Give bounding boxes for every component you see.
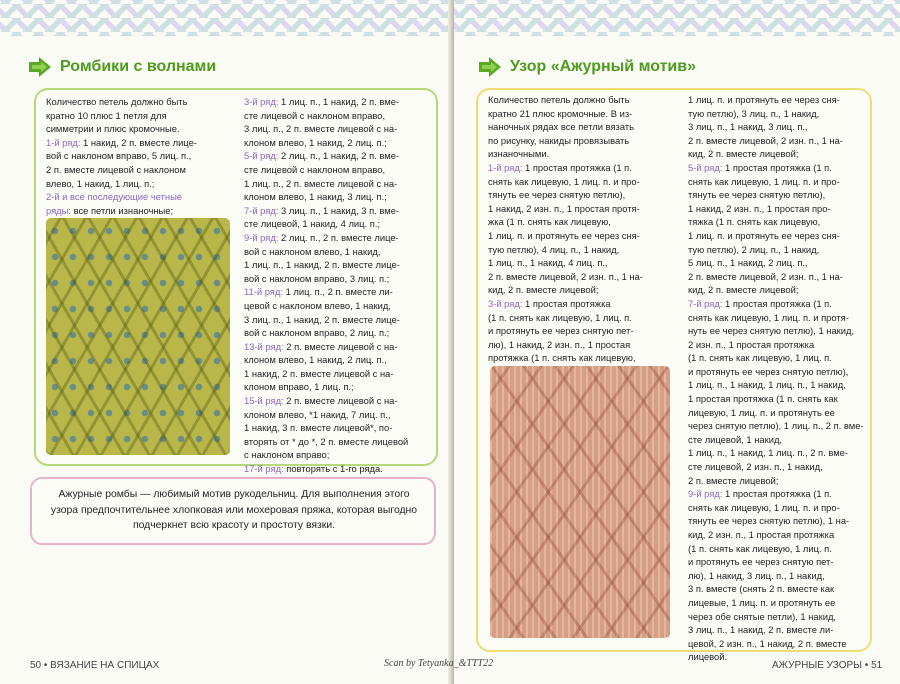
instruction-text: (1 п. снять как лицевую, 1 лиц. п. bbox=[488, 311, 632, 323]
instruction-text: 2 п. вместе лицевой с на- bbox=[283, 340, 398, 352]
text-line bbox=[688, 569, 866, 583]
text-line bbox=[688, 256, 866, 270]
row-label: 9-й ряд: bbox=[688, 488, 723, 500]
text-line bbox=[244, 435, 430, 449]
info-note-text: Ажурные ромбы — любимый мотив рукодельниц. Для выполнения этого узора предпочтительнее хлопковая или мохеровая пряжа, которая выгодно подчеркнет всю красоту и простоту вязки. bbox=[50, 489, 418, 532]
instruction-text: нуть ее через снятую петлю), 1 накид, bbox=[688, 325, 855, 337]
text-line bbox=[488, 311, 678, 325]
text-line bbox=[488, 175, 678, 189]
text-line bbox=[244, 299, 430, 313]
instruction-text: сте лицевой, 1 накид, 4 лиц. п.; bbox=[244, 218, 381, 230]
instruction-text: кратно 21 плюс кромочные. В из- bbox=[488, 107, 633, 119]
text-line bbox=[488, 324, 678, 338]
row-label: 5-й ряд: bbox=[688, 161, 723, 173]
text-line bbox=[688, 161, 866, 175]
instruction-text: через снятую петлю), 1 лиц. п., 2 п. вме- bbox=[688, 420, 864, 432]
text-line bbox=[688, 175, 866, 189]
instruction-text: клоном вправо, 1 лиц. п.; bbox=[244, 381, 354, 393]
instruction-text: 1 лиц. п. и протянуть ее через сня- bbox=[688, 229, 840, 241]
instruction-text: клоном влево, *1 накид, 7 лиц. п., bbox=[244, 408, 391, 420]
text-line bbox=[488, 120, 678, 134]
right-page-title: Узор «Ажурный мотив» bbox=[510, 58, 696, 75]
text-line bbox=[688, 311, 866, 325]
text-line bbox=[488, 188, 678, 202]
instruction-text: 3 лиц. п., 1 накид, 3 п. вме- bbox=[278, 204, 400, 216]
decorative-pattern-band bbox=[0, 0, 452, 36]
text-line bbox=[688, 283, 866, 297]
instruction-text: с наклоном вправо; bbox=[244, 449, 330, 461]
text-line bbox=[488, 338, 678, 352]
instruction-text: сте лицевой, 1 накид, bbox=[688, 433, 783, 445]
text-line bbox=[688, 243, 866, 257]
text-line bbox=[688, 433, 866, 447]
instruction-text: лю), 1 накид, 2 изн. п., 1 простая bbox=[488, 338, 631, 350]
instruction-text: цевой с наклоном влево, 1 накид, bbox=[244, 299, 391, 311]
text-line bbox=[488, 270, 678, 284]
text-line bbox=[688, 338, 866, 352]
left-intro-column bbox=[46, 95, 236, 217]
text-line bbox=[488, 134, 678, 148]
instruction-text: 2 п. вместе лицевой, 2 изн. п., 1 на- bbox=[688, 134, 844, 146]
text-line bbox=[688, 215, 866, 229]
instruction-text: (1 п. снять как лицевую, 1 лиц. п. bbox=[688, 352, 832, 364]
row-label: ряды: bbox=[46, 204, 71, 216]
text-line bbox=[488, 243, 678, 257]
text-line bbox=[488, 283, 678, 297]
green-arrow-icon bbox=[478, 56, 502, 78]
text-line bbox=[688, 623, 866, 637]
instruction-text: сте лицевой с наклоном вправо, bbox=[244, 109, 386, 121]
instruction-text: тую петлю), 3 лиц. п., 1 накид, bbox=[688, 107, 820, 119]
text-line bbox=[688, 487, 866, 501]
row-label: 7-й ряд: bbox=[688, 297, 723, 309]
text-line bbox=[688, 460, 866, 474]
text-line bbox=[46, 109, 236, 123]
instruction-text: вой с наклоном вправо, 5 лиц. п., bbox=[46, 150, 192, 162]
text-line bbox=[688, 324, 866, 338]
text-line bbox=[688, 93, 866, 107]
instruction-text: снять как лицевую, 1 лиц. п. и протя- bbox=[688, 311, 849, 323]
instruction-text: кратно 10 плюс 1 петля для bbox=[46, 109, 167, 121]
text-line bbox=[688, 446, 866, 460]
instruction-text: 1 лиц. п., 2 п. вместе ли- bbox=[282, 286, 393, 298]
pink-lace-swatch bbox=[490, 366, 670, 638]
instruction-text: вой с наклоном вправо, 2 лиц. п.; bbox=[244, 327, 390, 339]
text-line bbox=[688, 596, 866, 610]
instruction-text: 2 изн. п., 1 простая протяжка bbox=[688, 338, 815, 350]
text-line bbox=[244, 313, 430, 327]
decorative-pattern-band bbox=[454, 0, 900, 36]
text-line bbox=[488, 107, 678, 121]
instruction-text: тяжка (1 п. снять как лицевую, bbox=[688, 216, 821, 228]
instruction-text: 1 лиц. п., 1 накид, 4 лиц. п., bbox=[488, 257, 608, 269]
text-line bbox=[46, 122, 236, 136]
instruction-text: Количество петель должно быть bbox=[46, 96, 188, 107]
text-line bbox=[46, 149, 236, 163]
text-line bbox=[688, 378, 866, 392]
instruction-text: клоном влево, 1 накид, 2 лиц. п., bbox=[244, 354, 387, 366]
instruction-text: сте лицевой с наклоном вправо, bbox=[244, 163, 386, 175]
green-arrow-icon bbox=[28, 56, 52, 78]
row-label: 9-й ряд: bbox=[244, 231, 279, 243]
text-line bbox=[244, 163, 430, 177]
instruction-text: сте лицевой, 2 изн. п., 1 накид, bbox=[688, 461, 823, 473]
row-label: 3-й ряд: bbox=[244, 96, 279, 107]
instruction-text: 1 накид, 2 п. вместе лице- bbox=[80, 136, 197, 148]
text-line bbox=[244, 245, 430, 259]
instruction-text: 1 простая протяжка (1 п. bbox=[522, 161, 632, 173]
text-line bbox=[244, 448, 430, 462]
row-label: 11-й ряд: bbox=[244, 286, 283, 298]
text-line bbox=[244, 367, 430, 381]
instruction-text: 3 лиц. п., 2 п. вместе лицевой с на- bbox=[244, 123, 398, 135]
right-heading bbox=[478, 56, 696, 78]
text-line bbox=[688, 270, 866, 284]
text-line bbox=[488, 215, 678, 229]
right-page-footer: АЖУРНЫЕ УЗОРЫ • 51 bbox=[772, 660, 883, 671]
instruction-text: кид, 2 п. вместе лицевой; bbox=[688, 284, 799, 296]
text-line bbox=[244, 353, 430, 367]
text-line bbox=[488, 297, 678, 311]
right-rows-column bbox=[688, 93, 866, 664]
text-line bbox=[244, 122, 430, 136]
instruction-text: цевой, 2 изн. п., 1 накид, 2 п. вместе bbox=[688, 637, 847, 649]
text-line bbox=[46, 190, 236, 204]
text-line bbox=[46, 95, 236, 109]
instruction-text: клоном влево, 1 накид, 3 лиц. п.; bbox=[244, 191, 387, 203]
row-label: 13-й ряд: bbox=[244, 340, 284, 352]
instruction-text: вой с наклоном влево, 1 накид, bbox=[244, 245, 381, 257]
row-label: 3-й ряд: bbox=[488, 297, 523, 309]
instruction-text: тянуть ее через снятую петлю), 1 на- bbox=[688, 515, 850, 527]
instruction-text: кид, 2 п. вместе лицевой; bbox=[488, 284, 599, 296]
instruction-text: снять как лицевую, 1 лиц. п. и про- bbox=[688, 175, 840, 187]
text-line bbox=[244, 258, 430, 272]
text-line bbox=[244, 462, 430, 476]
instruction-text: симметрии и плюс кромочные. bbox=[46, 123, 180, 135]
text-line bbox=[688, 406, 866, 420]
row-label: 17-й ряд: bbox=[244, 463, 284, 475]
instruction-text: 3 лиц. п., 1 накид, 3 лиц. п., bbox=[688, 121, 808, 133]
instruction-text: и протянуть ее через снятую петлю), bbox=[688, 365, 849, 377]
instruction-text: 3 лиц. п., 1 накид, 2 п. вместе лице- bbox=[244, 313, 400, 325]
text-line bbox=[244, 149, 430, 163]
text-line bbox=[244, 421, 430, 435]
text-line bbox=[244, 231, 430, 245]
text-line bbox=[46, 136, 236, 150]
instruction-text: тую петлю), 2 лиц. п., 1 накид, bbox=[688, 243, 820, 255]
instruction-text: лю), 1 накид, 3 лиц. п., 1 накид, bbox=[688, 569, 825, 581]
text-line bbox=[688, 637, 866, 651]
instruction-text: протяжка (1 п. снять как лицевую, bbox=[488, 352, 636, 364]
text-line bbox=[488, 256, 678, 270]
instruction-text: 3 лиц. п., 1 накид, 2 п. вместе ли- bbox=[688, 624, 834, 636]
instruction-text: вторять от * до *, 2 п. вместе лицевой bbox=[244, 435, 409, 447]
text-line bbox=[46, 204, 236, 218]
instruction-text: повторять с 1-го ряда. bbox=[283, 463, 383, 475]
text-line bbox=[688, 392, 866, 406]
instruction-text: 2 лиц. п., 2 п. вместе лице- bbox=[278, 231, 399, 243]
text-line bbox=[244, 340, 430, 354]
instruction-text: 1 лиц. п., 1 накид, 1 лиц. п., 2 п. вме- bbox=[688, 447, 848, 459]
text-line bbox=[688, 610, 866, 624]
instruction-text: тянуть ее через снятую петлю), bbox=[488, 189, 626, 201]
text-line bbox=[488, 161, 678, 175]
instruction-text: лицевую, 1 лиц. п. и протянуть ее bbox=[688, 406, 835, 418]
text-line bbox=[244, 177, 430, 191]
instruction-text: снять как лицевую, 1 лиц. п. и про- bbox=[688, 501, 840, 513]
text-line bbox=[46, 163, 236, 177]
instruction-text: и протянуть ее через снятую пет- bbox=[688, 556, 834, 568]
text-line bbox=[688, 188, 866, 202]
instruction-text: Количество петель должно быть bbox=[488, 94, 630, 105]
text-line bbox=[688, 120, 866, 134]
instruction-text: 1 лиц. п. и протянуть ее через сня- bbox=[488, 229, 640, 241]
text-line bbox=[244, 380, 430, 394]
instruction-text: 1 лиц. п., 1 накид, 2 п. вместе лице- bbox=[244, 259, 400, 271]
instruction-text: 1 простая протяжка (1 п. bbox=[722, 161, 832, 173]
text-line bbox=[488, 147, 678, 161]
text-line bbox=[244, 204, 430, 218]
instruction-text: клоном влево, 1 накид, 2 лиц. п.; bbox=[244, 136, 387, 148]
scan-credit: Scan by Tetyanka_&TTT22 bbox=[384, 658, 494, 669]
instruction-text: по рисунку, накиды провязывать bbox=[488, 134, 630, 146]
text-line bbox=[688, 147, 866, 161]
text-line bbox=[688, 419, 866, 433]
instruction-text: 1 простая протяжка (1 п. bbox=[722, 297, 832, 309]
instruction-text: все петли изнаночные; bbox=[71, 204, 174, 216]
text-line bbox=[244, 285, 430, 299]
instruction-text: 2 п. вместе лицевой, 2 изн. п., 1 на- bbox=[488, 270, 644, 282]
instruction-text: через обе снятые петли), 1 накид, bbox=[688, 610, 837, 622]
text-line bbox=[688, 365, 866, 379]
text-line bbox=[688, 528, 866, 542]
text-line bbox=[244, 95, 430, 109]
instruction-text: (1 п. снять как лицевую, 1 лиц. п. bbox=[688, 542, 832, 554]
text-line bbox=[688, 555, 866, 569]
instruction-text: вой с наклоном вправо, 3 лиц. п.; bbox=[244, 272, 390, 284]
text-line bbox=[488, 229, 678, 243]
instruction-text: и протянуть ее через снятую пет- bbox=[488, 325, 634, 337]
instruction-text: наночных рядах все петли вязать bbox=[488, 121, 635, 133]
row-label: 7-й ряд: bbox=[244, 204, 279, 216]
text-line bbox=[488, 93, 678, 107]
text-line bbox=[244, 408, 430, 422]
text-line bbox=[244, 109, 430, 123]
left-rows-column bbox=[244, 95, 430, 476]
instruction-text: 1 лиц. п. и протянуть ее через сня- bbox=[688, 94, 840, 105]
instruction-text: 3 п. вместе (снять 2 п. вместе как bbox=[688, 583, 835, 595]
info-note bbox=[30, 477, 436, 545]
text-line bbox=[244, 394, 430, 408]
text-line bbox=[244, 136, 430, 150]
text-line bbox=[244, 217, 430, 231]
instruction-text: 2 п. вместе лицевой, 2 изн. п., 1 на- bbox=[688, 270, 844, 282]
row-label: 5-й ряд: bbox=[244, 150, 279, 162]
text-line bbox=[488, 351, 678, 365]
instruction-text: 1 накид, 2 изн. п., 1 простая про- bbox=[688, 202, 831, 214]
instruction-text: 1 лиц. п., 1 накид, 1 лиц. п., 1 накид, bbox=[688, 379, 846, 391]
text-line bbox=[688, 474, 866, 488]
right-intro-column bbox=[488, 93, 678, 365]
yellow-green-lace-swatch bbox=[46, 218, 230, 455]
row-label: 15-й ряд: bbox=[244, 395, 284, 407]
left-page-title: Ромбики с волнами bbox=[60, 58, 217, 75]
instruction-text: кид, 2 п. вместе лицевой; bbox=[688, 148, 799, 160]
instruction-text: жка (1 п. снять как лицевую, bbox=[488, 216, 611, 228]
left-heading bbox=[28, 56, 216, 78]
text-line bbox=[688, 501, 866, 515]
instruction-text: 1 простая протяжка (1 п. bbox=[722, 488, 832, 500]
text-line bbox=[688, 582, 866, 596]
text-line bbox=[244, 326, 430, 340]
text-line bbox=[688, 229, 866, 243]
row-label: 1-й ряд: bbox=[46, 136, 81, 148]
row-label: 1-й ряд: bbox=[488, 161, 523, 173]
instruction-text: 5 лиц. п., 1 накид, 2 лиц. п., bbox=[688, 257, 808, 269]
text-line bbox=[688, 107, 866, 121]
text-line bbox=[244, 272, 430, 286]
instruction-text: кид, 2 изн. п., 1 простая протяжка bbox=[688, 529, 835, 540]
instruction-text: 1 накид, 3 п. вместе лицевой*, по- bbox=[244, 422, 393, 434]
text-line bbox=[688, 202, 866, 216]
text-line bbox=[244, 190, 430, 204]
text-line bbox=[688, 514, 866, 528]
left-page-footer: 50 • ВЯЗАНИЕ НА СПИЦАХ bbox=[30, 660, 160, 671]
row-label: 2-й и все последующие четные bbox=[46, 191, 183, 203]
text-line bbox=[488, 202, 678, 216]
instruction-text: 2 п. вместе лицевой; bbox=[688, 474, 779, 486]
text-line bbox=[688, 297, 866, 311]
instruction-text: изнаночными. bbox=[488, 148, 550, 160]
instruction-text: лицевые, 1 лиц. п. и протянуть ее bbox=[688, 596, 836, 608]
instruction-text: тянуть ее через снятую петлю), bbox=[688, 189, 826, 201]
text-line bbox=[688, 351, 866, 365]
instruction-text: лицевой. bbox=[688, 651, 728, 663]
instruction-text: тую петлю), 4 лиц. п., 1 накид, bbox=[488, 243, 620, 255]
instruction-text: 1 накид, 2 изн. п., 1 простая протя- bbox=[488, 202, 640, 214]
instruction-text: 1 лиц. п., 1 накид, 2 п. вме- bbox=[278, 96, 400, 107]
instruction-text: 1 накид, 2 п. вместе лицевой с на- bbox=[244, 367, 394, 379]
instruction-text: 1 простая протяжка (1 п. снять как bbox=[688, 393, 838, 405]
instruction-text: влево, 1 накид, 1 лиц. п.; bbox=[46, 177, 155, 189]
instruction-text: 1 лиц. п., 2 п. вместе лицевой с на- bbox=[244, 177, 398, 189]
text-line bbox=[688, 542, 866, 556]
text-line bbox=[46, 177, 236, 191]
instruction-text: 2 п. вместе лицевой с на- bbox=[283, 395, 398, 407]
instruction-text: снять как лицевую, 1 лиц. п. и про- bbox=[488, 175, 640, 187]
instruction-text: 2 п. вместе лицевой с наклоном bbox=[46, 163, 186, 175]
instruction-text: 2 лиц. п., 1 накид, 2 п. вме- bbox=[278, 150, 400, 162]
text-line bbox=[688, 134, 866, 148]
instruction-text: 1 простая протяжка bbox=[522, 297, 611, 309]
